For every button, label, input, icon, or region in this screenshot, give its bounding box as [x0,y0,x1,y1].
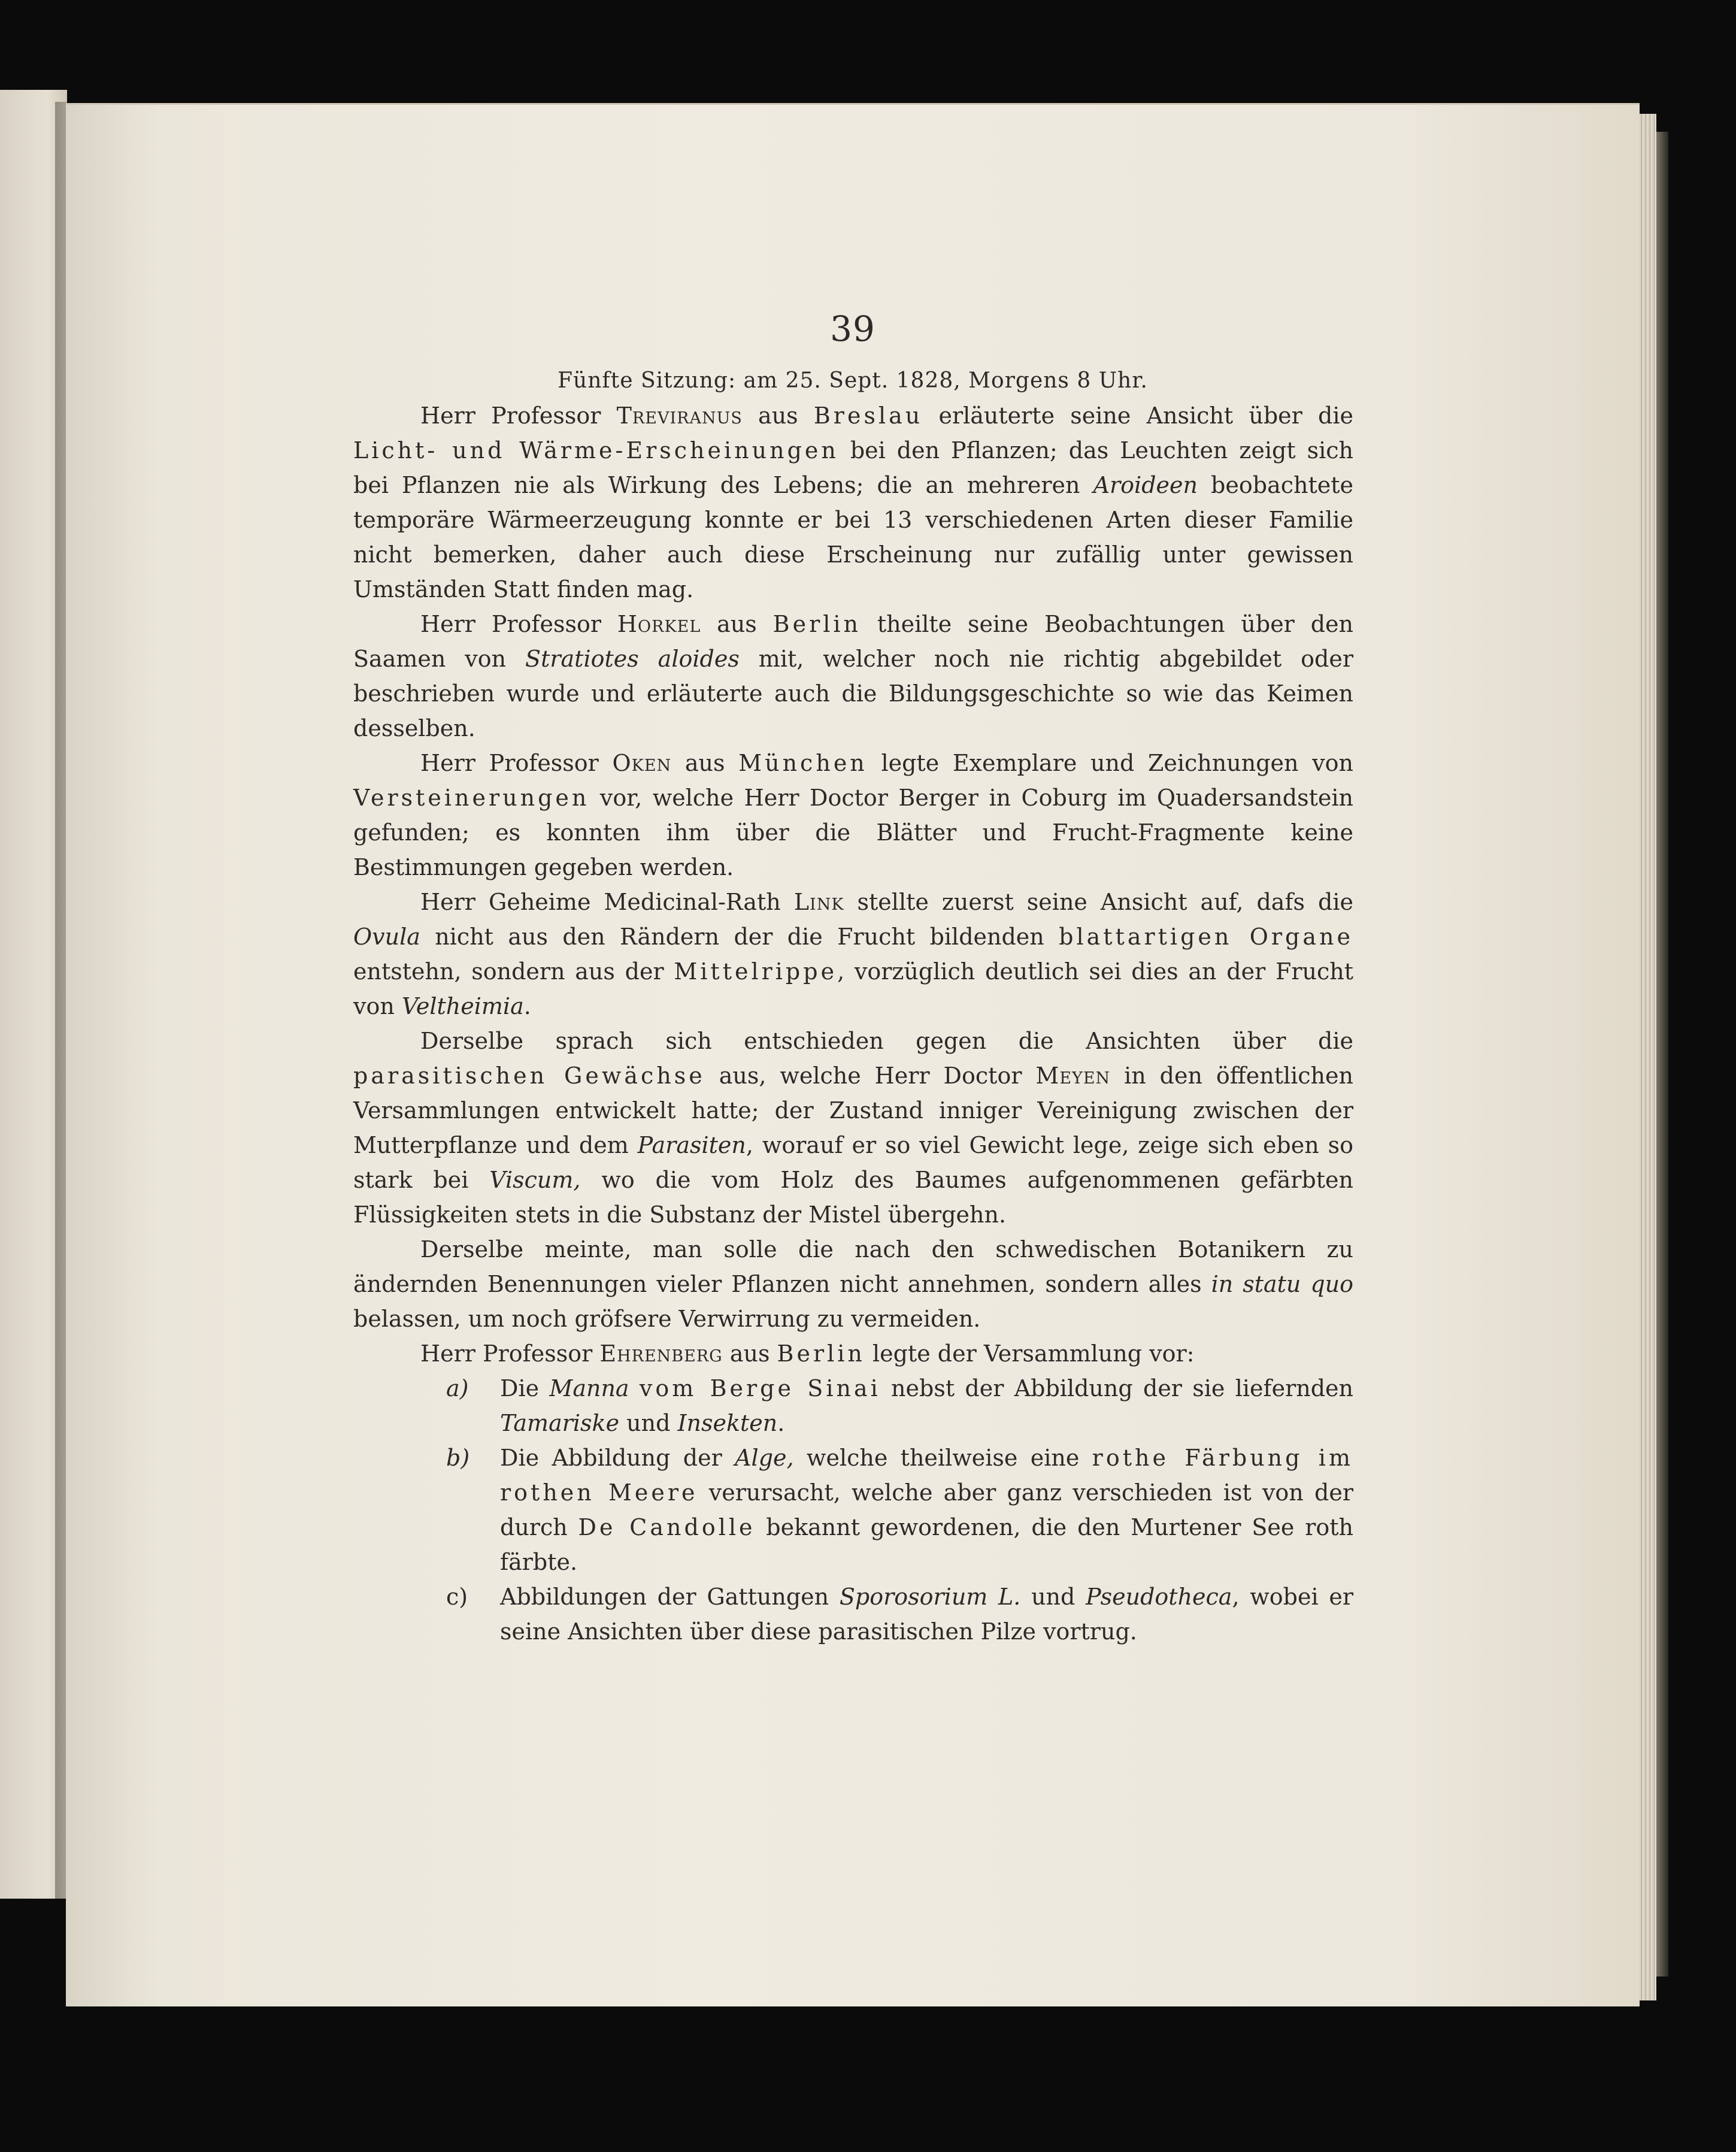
italic-term: Aroideen [1093,472,1198,498]
text-run: Die Abbildung der [500,1445,735,1471]
text-run: und [619,1410,678,1436]
text-run: bekannt gewordenen, die den Murtener See roth färbte. [500,1514,1353,1575]
spaced-text: Mittelrippe [674,958,838,985]
person-name: Link [793,889,844,915]
text-run: Herr Professor [420,611,617,637]
list-item-b [353,1440,1353,1579]
text-run: in den öffentlichen Versammlungen entwickelt hatte; der Zustand inniger Vereinigung zwischen der Mutterpflanze und dem [353,1063,1353,1158]
spaced-text: parasitischen Gewächse [353,1063,705,1089]
paragraph-ehrenberg [353,1336,1353,1371]
person-name: Oken [612,750,672,776]
italic-term: Insekten [677,1410,778,1436]
place-name: München [738,750,868,776]
spaced-text: rothe Färbung im rothen Meere [500,1445,1353,1506]
text-run: Die [500,1375,550,1402]
book-page [66,103,1640,2006]
text-run: legte Exemplare und Zeichnungen von [867,750,1353,776]
italic-term: Alge, [735,1445,794,1471]
page-edges [1640,114,1656,2000]
person-name: Horkel [617,611,701,637]
text-run: aus [671,750,739,776]
session-heading: Fünfte Sitzung: am 25. Sept. 1828, Morgens 8 Uhr. [558,368,1148,393]
italic-term: Ovula [353,924,420,950]
text-run: welche theilweise eine [793,1445,1092,1471]
text-run: legte der Versammlung vor: [865,1340,1195,1367]
italic-term: Manna [549,1375,629,1402]
person-name: Meyen [1035,1063,1111,1089]
text-run: Herr Professor [420,750,613,776]
italic-term: Tamariske [500,1410,620,1436]
book-edge-shadow [1656,132,1668,1977]
place-name: Breslau [813,402,923,429]
text-run: aus [742,402,814,429]
person-name: Treviranus [616,402,743,429]
list-marker: a) [446,1375,469,1402]
text-run: belassen, um noch gröfsere Verwirrung zu vermeiden. [353,1306,981,1332]
list-item-text [500,1371,1353,1440]
list-marker: b) [446,1445,470,1471]
italic-term: in statu quo [1211,1271,1354,1297]
exhibit-list [353,1371,1353,1649]
list-item-text [500,1440,1353,1579]
text-run: beobachtete temporäre Wärmeerzeugung konnte er bei 13 verschiedenen Arten dieser Familie nicht bemerken, daher auch diese Erscheinung nur zufällig unter gewissen Umständen Statt finden mag. [353,472,1353,603]
text-run: aus [722,1340,777,1367]
text-run: aus, welche Herr Doctor [705,1063,1036,1089]
italic-term: Veltheimia [401,993,524,1019]
page-body [353,398,1353,1649]
text-run: und [1020,1584,1086,1610]
text-run: vor, welche Herr Doctor Berger in Coburg im Quadersandstein gefunden; es konnten ihm über die Blätter und Frucht-Fragmente keine Bestimmungen gegeben werden. [353,785,1353,880]
text-run: nebst der Abbildung der sie liefernden [880,1375,1353,1402]
text-run: , vorzüglich deutlich sei dies an der Frucht von [353,958,1354,1019]
place-name: Berlin [777,1340,865,1367]
list-item-text [500,1579,1353,1649]
text-run: . [523,993,531,1019]
spaced-text: Versteinerungen [353,785,590,811]
italic-term: Viscum, [489,1167,581,1193]
text-run: erläuterte seine Ansicht über die [923,402,1353,429]
page-number: 39 [830,308,875,349]
spaced-text: blattartigen Organe [1059,924,1354,950]
paragraph-treviranus [353,398,1353,607]
page-text [66,105,1640,2006]
text-run: theilte seine Beobachtungen über den Saamen von [353,611,1353,672]
text-run: entstehn, sondern aus der [353,958,674,985]
text-run [629,1375,640,1402]
text-run: Herr Geheime Medicinal-Rath [420,889,794,915]
text-run: Herr Professor [420,1340,600,1367]
list-marker: c) [446,1584,468,1610]
italic-term: Stratiotes aloides [525,646,740,672]
italic-term: Pseudotheca [1086,1584,1232,1610]
text-run: mit, welcher noch nie richtig abgebildet oder beschrieben wurde und erläuterte auch die Bildungsgeschichte so wie das Keimen desselben. [353,646,1353,741]
text-run: aus [701,611,773,637]
person-name: Ehrenberg [599,1340,723,1367]
italic-term: Parasiten [637,1132,746,1158]
text-run: Abbildungen der Gattungen [500,1584,840,1610]
paragraph-horkel [353,607,1353,746]
paragraph-oken [353,746,1353,885]
text-run: , wobei er seine Ansichten über diese parasitischen Pilze vortrug. [500,1584,1353,1645]
text-run: verursacht, welche aber ganz verschieden ist von der durch [500,1479,1353,1540]
text-run: , worauf er so viel Gewicht lege, zeige sich eben so stark bei [353,1132,1353,1193]
spaced-text: De Candolle [578,1514,756,1540]
paragraph-nomenclature [353,1232,1353,1336]
list-item-c [353,1579,1353,1649]
list-item-a [353,1371,1353,1440]
text-run: . [777,1410,785,1436]
italic-term: Sporosorium L. [839,1584,1021,1610]
text-run: stellte zuerst seine Ansicht auf, dafs die [844,889,1353,915]
paragraph-link [353,885,1353,1024]
text-run: Herr Professor [420,402,617,429]
paragraph-parasites [353,1024,1353,1232]
text-run: Derselbe sprach sich entschieden gegen die Ansichten über die [420,1028,1353,1054]
place-name: Berlin [772,611,862,637]
text-run: wo die vom Holz des Baumes aufgenommenen gefärbten Flüssigkeiten stets in die Substanz der Mistel übergehn. [353,1167,1353,1228]
text-run: Derselbe meinte, man solle die nach den schwedischen Botanikern zu ändernden Benennungen vieler Pflanzen nicht annehmen, sondern alles [353,1236,1353,1297]
text-run: nicht aus den Rändern der die Frucht bildenden [420,924,1059,950]
text-run: bei den Pflanzen; das Leuchten zeigt sich bei Pflanzen nie als Wirkung des Lebens; die an mehreren [353,437,1353,498]
spaced-text: Licht- und Wärme-Erscheinungen [353,437,839,464]
spaced-text: vom Berge Sinai [639,1375,881,1402]
